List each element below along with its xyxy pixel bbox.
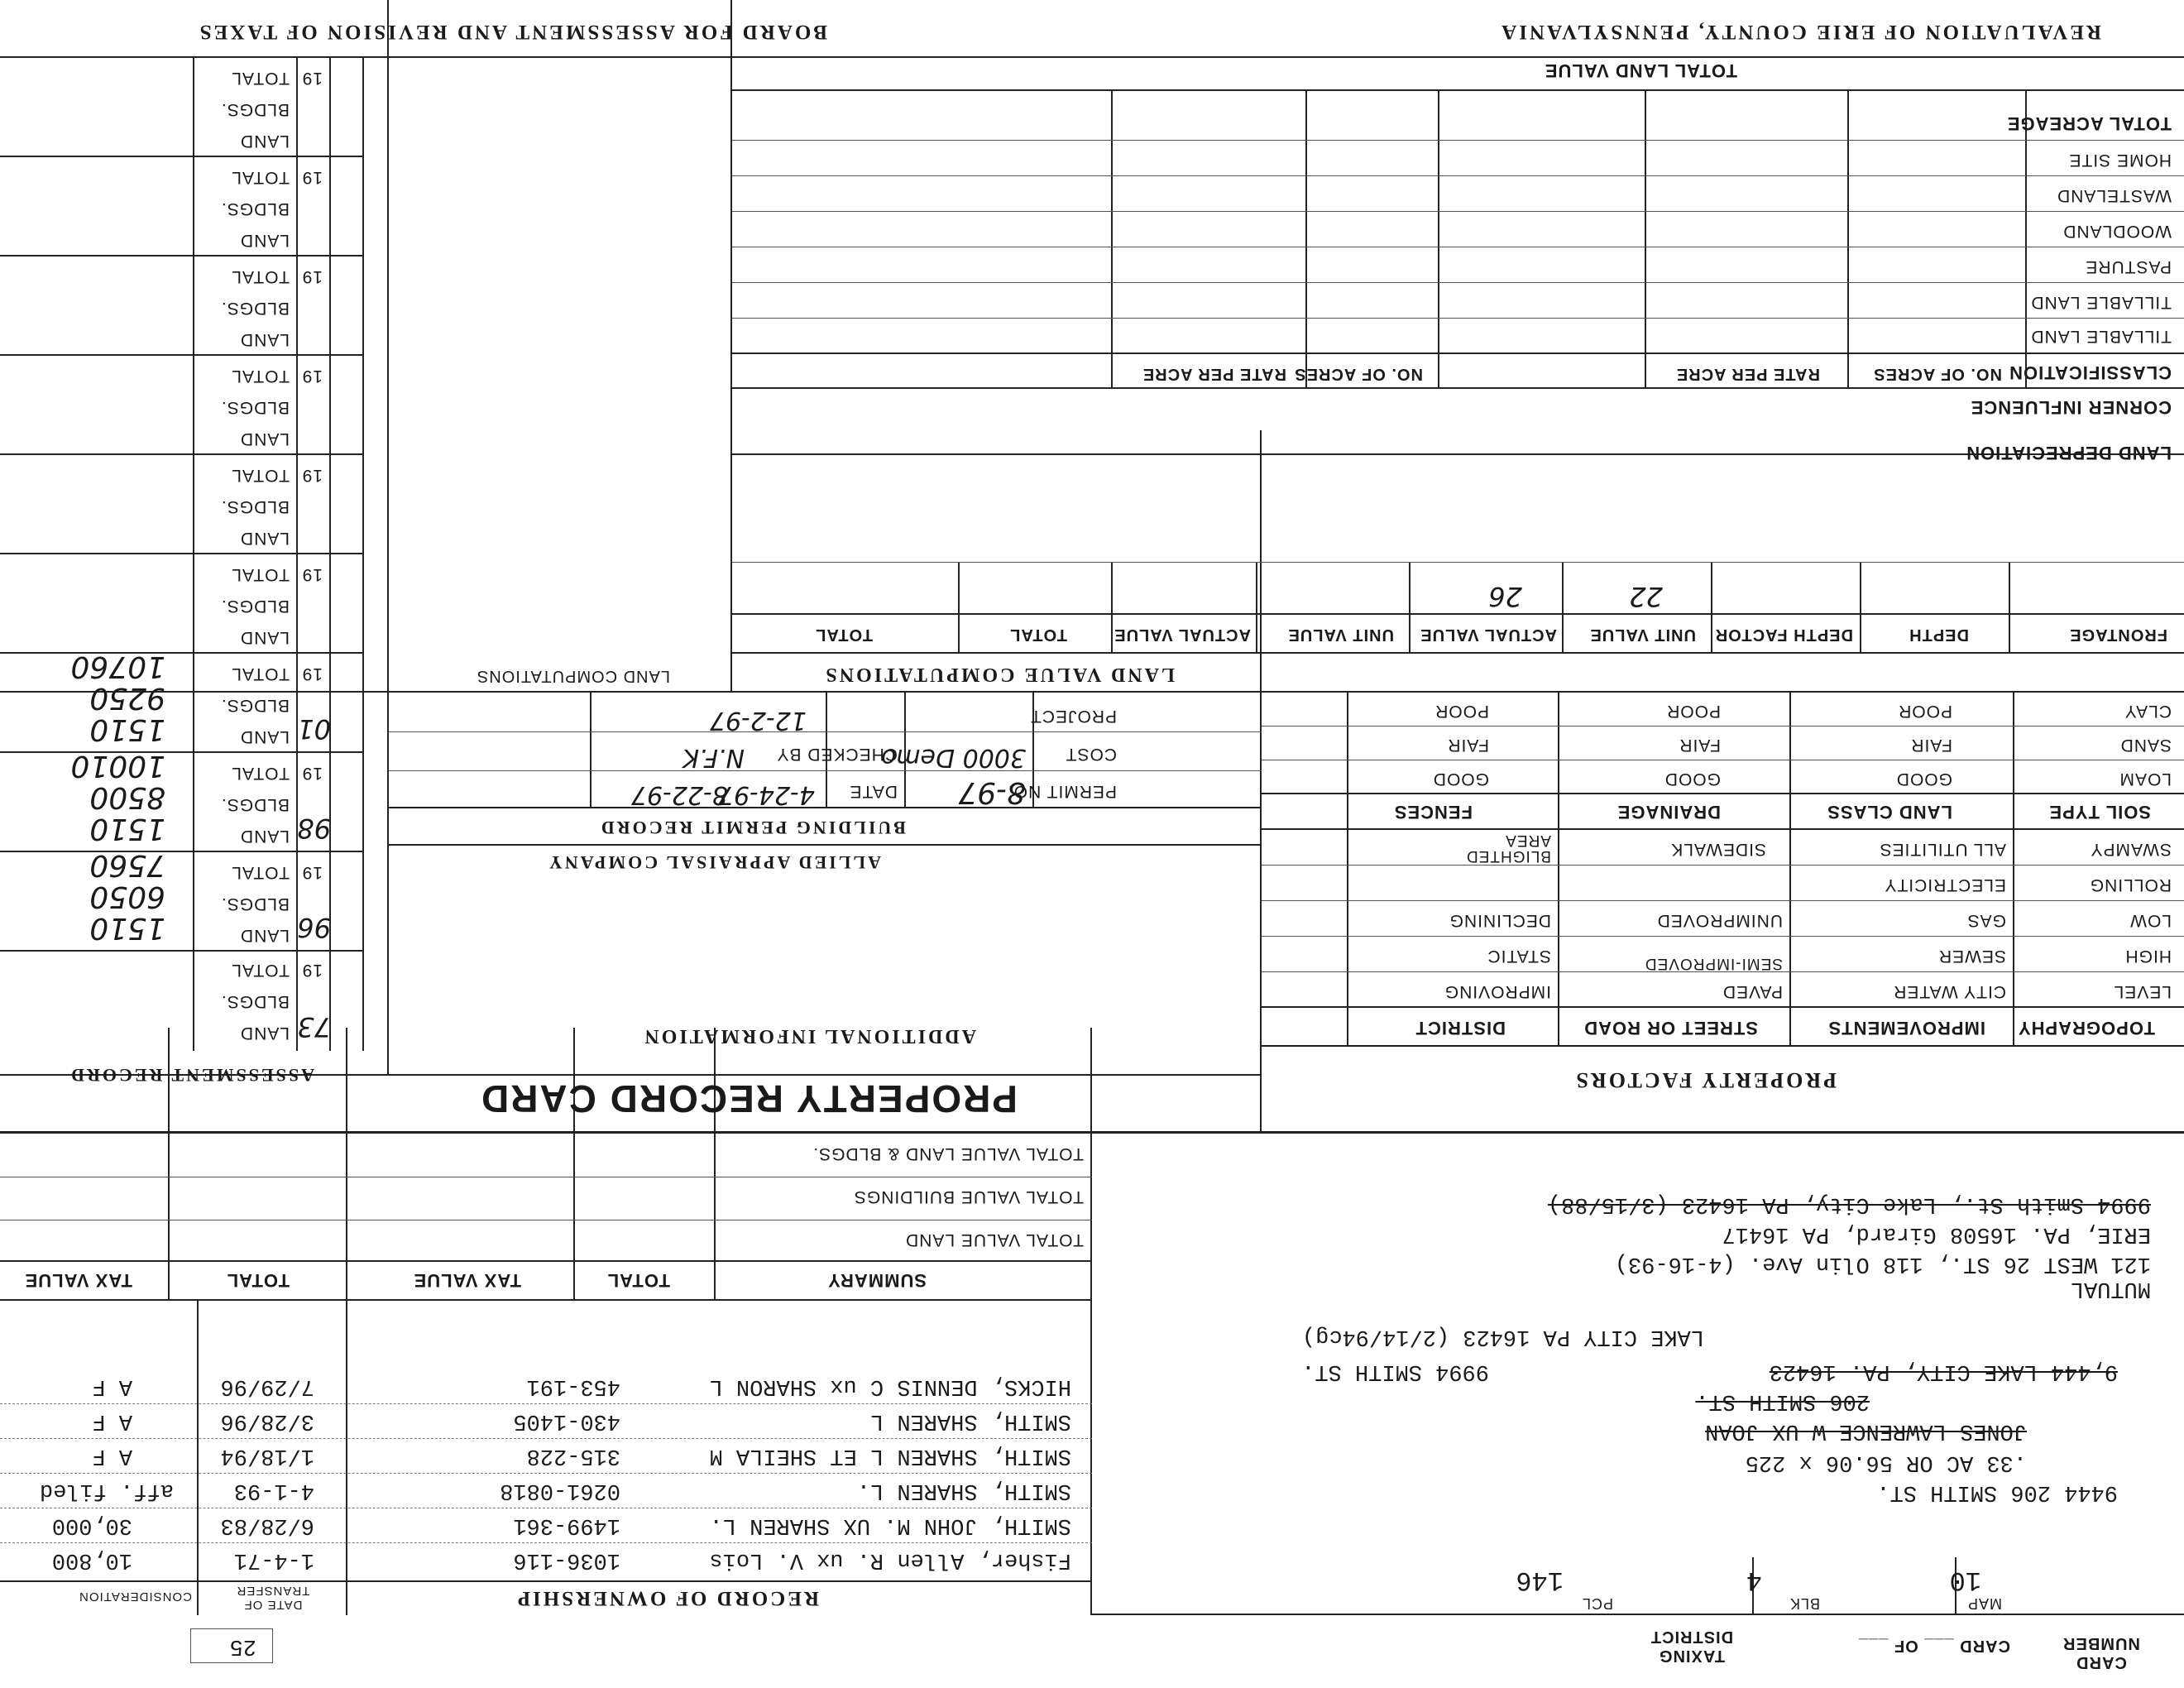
assessment-rule [0, 255, 364, 257]
assessment-col-year [329, 58, 331, 1051]
map-label: MAP [1966, 1595, 2002, 1612]
unit-value-header: UNIT VALUE [1589, 626, 1696, 644]
summary-tax-value-header-2: TAX VALUE [24, 1270, 132, 1291]
assessment-col-values [193, 58, 194, 1051]
revaluation-title: REVALUATION OF ERIE COUNTY, PENNSYLVANIA [1499, 21, 2101, 43]
assessment-land-value: 1510 [89, 911, 165, 945]
topo-level: LEVEL [2113, 982, 2172, 1001]
ownership-ref: 430-1405 [513, 1408, 620, 1433]
bldgs-label: BLDGS. [220, 992, 290, 1011]
street-sidewalk: SIDEWALK [1670, 840, 1766, 859]
pcl-label: PCL [1581, 1595, 1613, 1612]
class-rule [732, 318, 2184, 319]
topo-rule [1262, 900, 2184, 901]
total-land-value-label: TOTAL LAND VALUE [1544, 60, 1737, 81]
soil-type-header: SOIL TYPE [2048, 802, 2151, 822]
taxing-district-label: TAXING DISTRICT [1650, 1628, 1734, 1665]
ownership-consideration: A F [92, 1408, 132, 1433]
assessment-rule [0, 851, 364, 852]
street-header: STREET OR ROAD [1583, 1018, 1758, 1038]
total-header-2: TOTAL [815, 626, 873, 644]
woodland-row: WOODLAND [2062, 222, 2172, 241]
land-col-rule [1256, 563, 1257, 654]
ownership-consideration: A F [92, 1374, 132, 1398]
class-rule [732, 211, 2184, 212]
grade-fair: FAIR [1679, 736, 1721, 755]
ownership-ref: 0261-0818 [500, 1478, 620, 1503]
ownership-rule [0, 1403, 1092, 1404]
factors-col-2 [1789, 693, 1791, 1047]
district-blighted-area: BLIGHTED AREA [1465, 832, 1551, 865]
date-label: DATE [849, 782, 898, 801]
land-label: LAND [239, 1024, 290, 1043]
ownership-name: SMITH, JOHN M. UX SHAREN L. [709, 1513, 1071, 1537]
year-prefix: 19 [301, 565, 323, 584]
ownership-date: 4-1-93 [233, 1478, 314, 1503]
classification-header: CLASSIFICATION [2009, 362, 2172, 383]
owner-line-5: LAKE CITY PA 16423 (2/14/94cg) [1301, 1324, 1704, 1349]
date-value: 4-24-97 [717, 780, 815, 809]
tillable-land-row: TILLABLE LAND [2030, 327, 2172, 346]
grade-good: GOOD [1432, 770, 1489, 789]
grade-good: GOOD [1895, 770, 1952, 789]
no-of-acres-header-2: NO. OF ACRES [1294, 365, 1423, 383]
total-label: TOTAL [231, 168, 290, 187]
ownership-date: 1-4-71 [233, 1547, 314, 1572]
factors-col-1 [2013, 693, 2014, 1047]
topo-high: HIGH [2124, 947, 2172, 966]
land-label: LAND [239, 827, 290, 846]
summary-total-header-2: TOTAL [226, 1270, 290, 1291]
year-prefix: 19 [301, 168, 323, 187]
bldgs-label: BLDGS. [220, 497, 290, 516]
ownership-date: 7/29/96 [220, 1374, 314, 1398]
cost-value: 3000 Demo [880, 743, 1026, 772]
total-label: TOTAL [231, 69, 290, 88]
assessment-rule [0, 751, 364, 753]
summary-tax-value-header: TAX VALUE [413, 1270, 521, 1291]
ownership-name: SMITH, SHAREN L. [856, 1478, 1071, 1503]
permit-no-label: PERMIT NO. [1007, 782, 1117, 801]
wasteland-row: WASTELAND [2057, 186, 2172, 205]
assessment-rule [0, 156, 364, 157]
soil-loam: LOAM [2119, 770, 2172, 789]
imp-all-utilities: ALL UTILITIES [1879, 840, 2006, 859]
imp-sewer: SEWER [1937, 947, 2006, 966]
ownership-consideration: A F [92, 1443, 132, 1468]
land-comp-header-top [732, 652, 2184, 654]
year-prefix: 19 [301, 466, 323, 485]
rate-per-acre-header-2: RATE PER ACRE [1142, 365, 1286, 383]
factors-col-3 [1558, 693, 1559, 1047]
land-label: LAND [239, 926, 290, 945]
permit-rule [389, 770, 1262, 771]
depth-factor-header: DEPTH FACTOR [1714, 626, 1853, 644]
date-value-2: 8-22-97 [630, 780, 728, 809]
map-value: 10 [1949, 1565, 1981, 1595]
class-col [1305, 91, 1307, 389]
owner-line-10: .33 AC OR 56.06 x 225 [1745, 1450, 2027, 1475]
pcl-value: 146 [1516, 1565, 1564, 1595]
land-label: LAND [239, 132, 290, 151]
total-label: TOTAL [231, 664, 290, 683]
street-semi-improved: SEMI-IMPROVED [1644, 955, 1783, 972]
ownership-title: RECORD OF OWNERSHIP [515, 1587, 819, 1609]
district-static: STATIC [1487, 947, 1551, 966]
allied-title: ALLIED APPRAISAL COMPANY [546, 852, 881, 873]
ownership-divider-2 [197, 1301, 199, 1615]
bldgs-label: BLDGS. [220, 795, 290, 814]
assessment-rule [0, 950, 364, 952]
assessment-total-value: 7560 [89, 848, 165, 882]
district-header: DISTRICT [1415, 1018, 1506, 1038]
year-prefix: 19 [301, 367, 323, 386]
land-label: LAND [239, 330, 290, 349]
class-bottom-rule [732, 89, 2184, 91]
land-col-rule [1711, 563, 1712, 654]
land-label: LAND [239, 628, 290, 647]
land-depreciation-label: LAND DEPRECIATION [1966, 443, 2172, 463]
actual-value-hand: 26 [1488, 581, 1522, 612]
improvements-header: IMPROVEMENTS [1827, 1018, 1985, 1038]
grade-fair: FAIR [1447, 736, 1489, 755]
bldgs-label: BLDGS. [220, 398, 290, 417]
owner-line-7: 9,444 LAKE CITY, PA. 16423 [1769, 1359, 2118, 1383]
summary-total-header: TOTAL [606, 1270, 670, 1291]
assessment-land-value: 1510 [89, 712, 165, 746]
total-label: TOTAL [231, 961, 290, 980]
permit-divider-4 [590, 693, 592, 808]
ownership-consideration: 30,000 [51, 1513, 132, 1537]
total-label: TOTAL [231, 565, 290, 584]
grade-poor: POOR [1434, 702, 1489, 721]
land-computations-title: LAND COMPUTATIONS [476, 667, 670, 685]
frontage-header: FRONTAGE [2069, 626, 2167, 644]
assessment-rule [0, 453, 364, 455]
total-header: TOTAL [1009, 626, 1067, 644]
project-value: 12-2-97 [709, 706, 807, 735]
land-comp-header-bottom [732, 613, 2184, 615]
imp-electricity: ELECTRICITY [1884, 875, 2006, 894]
class-rule [732, 282, 2184, 283]
owner-line-2: ERIE, PA. 16508 Girard, PA 16417 [1722, 1221, 2151, 1246]
ownership-ref: 1036-116 [513, 1547, 620, 1572]
ownership-divider-1 [346, 1301, 347, 1615]
land-label: LAND [239, 429, 290, 448]
card-title: PROPERTY RECORD CARD [480, 1077, 1018, 1120]
ownership-date: 1/18/94 [220, 1443, 314, 1468]
permit-title: BUILDING PERMIT RECORD [598, 818, 906, 838]
class-col [2025, 91, 2027, 389]
ownership-rule [0, 1542, 1092, 1543]
ownership-name: HICKS, DENNIS C ux SHARON L [709, 1374, 1071, 1398]
total-label: TOTAL [231, 267, 290, 286]
tillable-land-row-2: TILLABLE LAND [2030, 293, 2172, 312]
street-paved: PAVED [1722, 982, 1783, 1001]
class-col [1111, 91, 1113, 389]
bldgs-label: BLDGS. [220, 299, 290, 318]
actual-value-header: ACTUAL VALUE [1420, 626, 1557, 644]
assessment-record-title: ASSESSMENT RECORD [69, 1065, 314, 1086]
assessment-rule [0, 354, 364, 356]
ownership-header-rule [0, 1580, 1092, 1582]
owner-line-9: JONES LAWRENCE W UX JOAN [1705, 1418, 2027, 1443]
assessment-col-notes [362, 58, 364, 1051]
topo-low: LOW [2129, 911, 2172, 930]
year-value: 96 [297, 912, 331, 943]
assessment-col-label [296, 58, 298, 1051]
year-value: 73 [297, 1011, 331, 1043]
summary-top-rule [0, 1299, 1092, 1301]
summary-title: SUMMARY [827, 1270, 927, 1291]
land-comp-right-border [730, 0, 732, 693]
district-declining: DECLINING [1449, 911, 1551, 930]
factors-top-rule [1262, 1045, 2184, 1047]
topo-rule [1262, 865, 2184, 866]
ownership-ref: 1499-361 [513, 1513, 620, 1537]
depth-header: DEPTH [1909, 626, 1969, 644]
consideration-header: CONSIDERATION [79, 1590, 192, 1604]
assessment-bldgs-value: 6050 [89, 880, 165, 914]
summary-header-rule [0, 1260, 1092, 1262]
total-label: TOTAL [231, 863, 290, 882]
summary-row-total: TOTAL VALUE LAND & BLDGS. [812, 1144, 1084, 1163]
ownership-ref: 453-191 [526, 1374, 620, 1398]
owner-line-1: 9994 Smith St., Lake City, PA 16423 (3/15/88) [1547, 1192, 2151, 1216]
classification-header-bottom [732, 352, 2184, 354]
bldgs-label: BLDGS. [220, 894, 290, 914]
summary-row-land: TOTAL VALUE LAND [905, 1230, 1084, 1249]
checked-by-value: N.F.K [682, 743, 745, 772]
imp-city-water: CITY WATER [1893, 982, 2006, 1001]
total-label: TOTAL [231, 764, 290, 783]
class-col [1847, 91, 1849, 389]
land-col-rule [958, 563, 960, 654]
land-col-rule [1111, 563, 1113, 654]
land-label: LAND [239, 727, 290, 746]
land-col-rule [1562, 563, 1564, 654]
ownership-rule [0, 1473, 1092, 1474]
factors-right-border [1260, 430, 1262, 1134]
bldgs-label: BLDGS. [220, 100, 290, 119]
soil-top-rule [1262, 828, 2184, 830]
no-of-acres-header: NO. OF ACRES [1873, 365, 2002, 383]
land-comp-rule [732, 562, 2184, 563]
summary-bottom-rule [0, 1131, 2184, 1134]
ownership-ref: 315-228 [526, 1443, 620, 1468]
class-rule [732, 140, 2184, 141]
top-border-rule [0, 56, 2184, 58]
topo-swampy: SWAMPY [2090, 840, 2172, 859]
soil-header-rule [1262, 793, 2184, 794]
land-label: LAND [239, 231, 290, 250]
ownership-consideration: 10,800 [51, 1547, 132, 1572]
land-comp-top-rule [0, 691, 2184, 693]
assessment-rule [0, 553, 364, 554]
topo-rolling: ROLLING [2089, 875, 2172, 894]
grade-poor: POOR [1898, 702, 1952, 721]
ownership-name: Fisher, Allen R. ux V. Lois [709, 1547, 1071, 1572]
land-class-header: LAND CLASS [1827, 802, 1952, 822]
grade-fair: FAIR [1910, 736, 1952, 755]
soil-rule [1262, 726, 2184, 727]
ownership-rule [0, 1438, 1092, 1439]
owner-line-6: 9994 SMITH ST. [1301, 1359, 1489, 1383]
year-value: 98 [297, 813, 331, 844]
classification-header-top [732, 387, 2184, 389]
additional-info-title: ADDITIONAL INFORMATION [642, 1025, 976, 1047]
ownership-name: SMITH, SHAREN L [869, 1408, 1071, 1433]
checked-by-label: CHECKED BY [776, 745, 898, 764]
year-value: 01 [297, 713, 331, 745]
fences-header: FENCES [1393, 802, 1473, 822]
assessment-rule [0, 652, 364, 654]
summary-row-buildings: TOTAL VALUE BUILDINGS [853, 1187, 1084, 1206]
year-prefix: 19 [301, 764, 323, 783]
year-prefix: 19 [301, 664, 323, 683]
ownership-consideration: aff. filed [39, 1478, 174, 1503]
grade-good: GOOD [1664, 770, 1721, 789]
topo-rule [1262, 936, 2184, 937]
bldgs-label: BLDGS. [220, 199, 290, 218]
rate-per-acre-header: RATE PER ACRE [1675, 365, 1820, 383]
card-of-label: CARD ___ OF ___ [1858, 1637, 2010, 1655]
home-site-row: HOME SITE [2068, 151, 2172, 170]
imp-gas: GAS [1966, 911, 2006, 930]
topography-header: TOPOGRAPHY [2017, 1018, 2155, 1038]
assessment-total-value: 10010 [70, 749, 165, 783]
pasture-row: PASTURE [2085, 257, 2172, 276]
drainage-header: DRAINAGE [1616, 802, 1721, 822]
year-prefix: 19 [301, 69, 323, 88]
soil-clay: CLAY [2124, 702, 2172, 721]
owner-line-3: 121 WEST 26 ST., 118 Olin Ave. (4-16-93) [1614, 1251, 2151, 1276]
ownership-date: 3/28/96 [220, 1408, 314, 1433]
class-rule [732, 175, 2184, 176]
cost-label: COST [1065, 745, 1117, 764]
property-factors-title: PROPERTY FACTORS [1573, 1068, 1837, 1092]
owner-line-8: 206 SMITH ST. [1695, 1388, 1870, 1413]
center-right-border [387, 0, 389, 1076]
bldgs-label: BLDGS. [220, 597, 290, 616]
blk-label: BLK [1789, 1595, 1820, 1612]
bldgs-label: BLDGS. [220, 696, 290, 715]
stamp-number: 25 [229, 1633, 256, 1658]
land-col-rule [1409, 563, 1410, 654]
factors-col-4 [1347, 693, 1348, 1047]
unit-value-header-2: UNIT VALUE [1287, 626, 1394, 644]
card-number-label: CARD NUMBER [2062, 1634, 2140, 1671]
topo-header-rule [1262, 1006, 2184, 1008]
land-col-rule [2009, 563, 2010, 654]
year-prefix: 19 [301, 267, 323, 286]
id-bar-top-rule [1092, 1614, 2184, 1615]
class-col [1438, 91, 1439, 389]
street-unimproved: UNIMPROVED [1656, 911, 1783, 930]
year-prefix: 19 [301, 961, 323, 980]
owner-line-11: 9444 206 SMITH ST. [1876, 1479, 2118, 1504]
ownership-date: 6/28/83 [220, 1513, 314, 1537]
date-of-transfer-header: DATE OF TRANSFER [236, 1584, 310, 1612]
board-title: BOARD FOR ASSESSMENT AND REVISION OF TAXES [197, 21, 827, 43]
ownership-name: SMITH, SHAREN L ET SHEILA M [709, 1443, 1071, 1468]
corner-influence-label: CORNER INFLUENCE [1970, 397, 2172, 418]
district-improving: IMPROVING [1444, 982, 1551, 1001]
total-label: TOTAL [231, 367, 290, 386]
assessment-bldgs-value: 8500 [89, 780, 165, 814]
year-prefix: 19 [301, 863, 323, 882]
assessment-total-value: 10760 [70, 650, 165, 683]
land-value-comp-title: LAND VALUE COMPUTATIONS [823, 664, 1175, 685]
land-col-rule [1860, 563, 1861, 654]
permit-no-value: 8-97 [958, 775, 1026, 809]
permit-top-rule [389, 844, 1262, 846]
assessment-land-value: 1510 [89, 812, 165, 846]
unit-value-hand: 22 [1629, 581, 1663, 612]
land-label: LAND [239, 529, 290, 548]
blk-value: 4 [1746, 1565, 1762, 1595]
owner-line-4: MUTUAL [2070, 1276, 2151, 1301]
class-col [1645, 91, 1646, 389]
owner-divider [1090, 1028, 1092, 1615]
grade-poor: POOR [1666, 702, 1721, 721]
assessment-bldgs-value: 9250 [89, 681, 165, 715]
total-label: TOTAL [231, 466, 290, 485]
permit-rule [389, 731, 1262, 732]
total-acreage-row: TOTAL ACREAGE [2006, 113, 2172, 134]
project-label: PROJECT [1029, 707, 1117, 726]
actual-value-header-2: ACTUAL VALUE [1114, 626, 1251, 644]
soil-sand: SAND [2119, 736, 2172, 755]
